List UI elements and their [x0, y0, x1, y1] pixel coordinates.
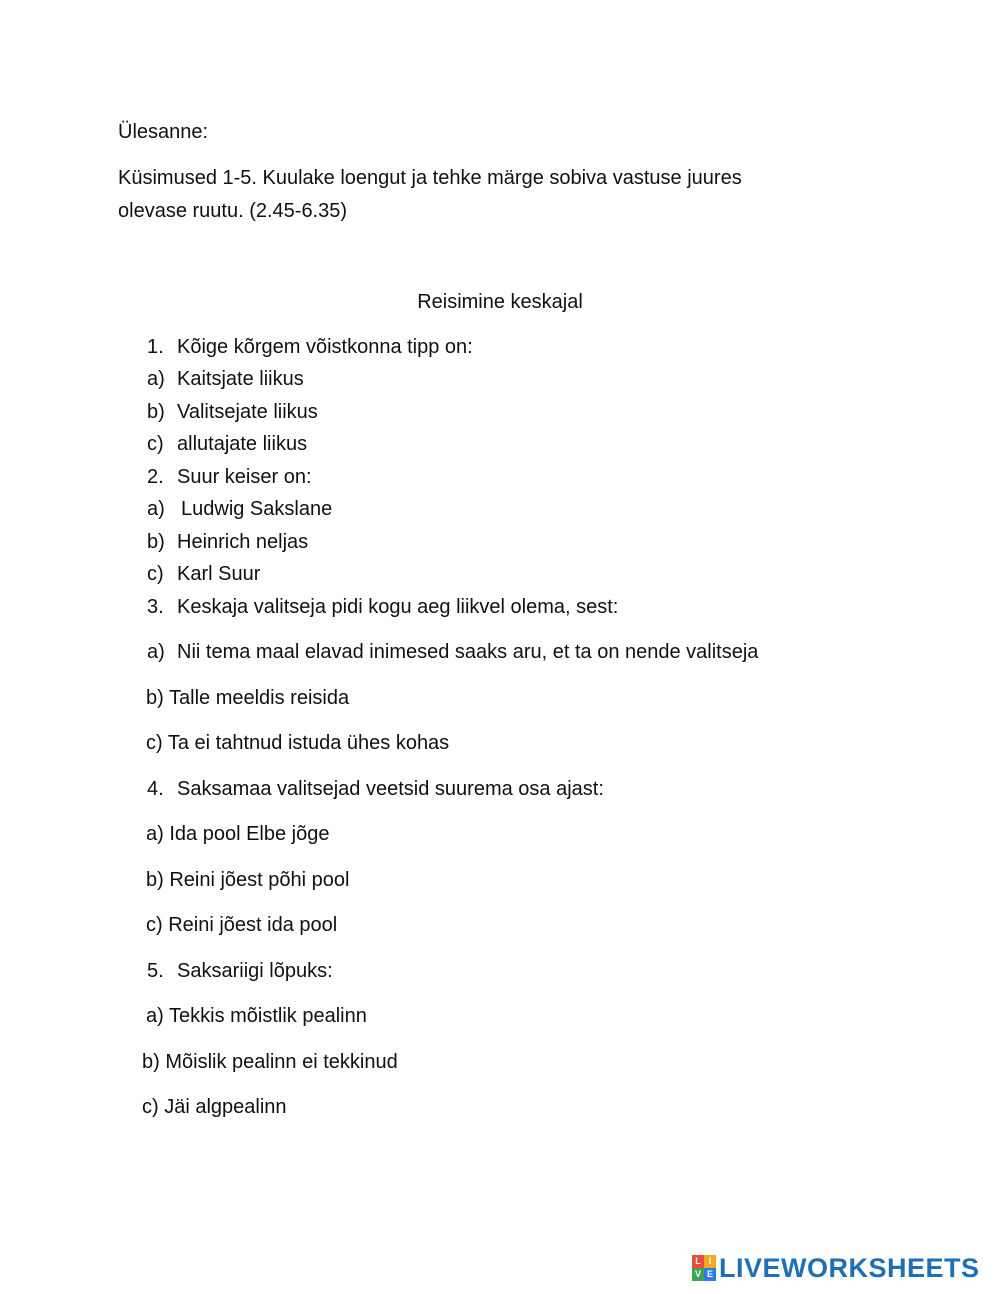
question-text: Suur keiser on:: [177, 466, 312, 488]
option-text: Reini jõest põhi pool: [169, 869, 350, 891]
option-letter: b): [146, 687, 164, 709]
option-text: Tekkis mõistlik pealinn: [169, 1005, 367, 1027]
option-text: Ida pool Elbe jõge: [169, 823, 330, 845]
option-1c[interactable]: [147, 432, 307, 456]
logo-icon-cell: E: [704, 1268, 716, 1281]
option-text: Valitsejate liikus: [177, 401, 318, 423]
option-text: Reini jõest ida pool: [168, 914, 338, 936]
option-3c[interactable]: [146, 731, 449, 755]
question-number: 4.: [147, 778, 164, 800]
option-text: Heinrich neljas: [177, 531, 309, 553]
question-4: [147, 777, 604, 801]
option-letter: a): [147, 368, 165, 390]
option-2c[interactable]: [147, 562, 260, 586]
question-number: 5.: [147, 960, 164, 982]
option-text: Kaitsjate liikus: [177, 368, 304, 390]
question-text: Kõige kõrgem võistkonna tipp on:: [177, 336, 473, 358]
liveworksheets-logo-icon: [692, 1255, 716, 1281]
option-letter: b): [147, 531, 165, 553]
question-number: 1.: [147, 336, 164, 358]
question-1: [147, 335, 473, 359]
option-1b[interactable]: [147, 400, 318, 424]
option-text: Ta ei tahtnud istuda ühes kohas: [167, 732, 450, 754]
logo-icon-cell: I: [704, 1255, 716, 1268]
option-letter: c): [147, 433, 164, 455]
worksheet-title: Reisimine keskajal: [417, 291, 583, 313]
option-letter: a): [147, 641, 165, 663]
option-text: Nii tema maal elavad inimesed saaks aru, et ta on nende valitseja: [177, 641, 759, 663]
option-text: Ludwig Sakslane: [181, 498, 333, 520]
question-text: Saksamaa valitsejad veetsid suurema osa ajast:: [177, 778, 604, 800]
option-4a[interactable]: [146, 822, 330, 846]
liveworksheets-logo: [692, 1253, 980, 1283]
option-letter: c): [146, 914, 163, 936]
option-text: allutajate liikus: [177, 433, 308, 455]
option-letter: c): [142, 1096, 159, 1118]
option-4c[interactable]: [146, 913, 337, 937]
option-letter: b): [147, 401, 165, 423]
option-letter: c): [147, 563, 164, 585]
option-1a[interactable]: [147, 367, 304, 391]
option-letter: b): [146, 869, 164, 891]
option-text: Mõislik pealinn ei tekkinud: [165, 1051, 398, 1073]
logo-icon-cell: L: [692, 1255, 704, 1268]
question-number: 3.: [147, 596, 164, 618]
option-letter: a): [146, 1005, 164, 1027]
option-5c[interactable]: [142, 1095, 287, 1119]
option-3a[interactable]: [147, 640, 758, 664]
instruction-line-2: olevase ruutu. (2.45-6.35): [118, 200, 348, 222]
option-letter: a): [147, 498, 165, 520]
option-text: Karl Suur: [177, 563, 261, 585]
question-2: [147, 465, 312, 489]
question-5: [147, 959, 333, 983]
question-text: Saksariigi lõpuks:: [177, 960, 333, 982]
option-letter: c): [146, 732, 163, 754]
question-text: Keskaja valitseja pidi kogu aeg liikvel olema, sest:: [177, 596, 619, 618]
option-5a[interactable]: [146, 1004, 367, 1028]
question-3: [147, 595, 618, 619]
task-label: Ülesanne:: [118, 121, 209, 143]
logo-icon-cell: V: [692, 1268, 704, 1281]
option-3b[interactable]: [146, 686, 349, 710]
option-2a[interactable]: [147, 497, 332, 521]
question-number: 2.: [147, 466, 164, 488]
option-4b[interactable]: [146, 868, 349, 892]
instruction-line-1: Küsimused 1-5. Kuulake loengut ja tehke märge sobiva vastuse juures: [118, 167, 742, 189]
liveworksheets-logo-text: LIVEWORKSHEETS: [719, 1252, 980, 1283]
option-letter: a): [146, 823, 164, 845]
option-text: Jäi algpealinn: [164, 1096, 287, 1118]
option-letter: b): [142, 1051, 160, 1073]
option-5b[interactable]: [142, 1050, 398, 1074]
option-text: Talle meeldis reisida: [169, 687, 350, 709]
option-2b[interactable]: [147, 530, 308, 554]
